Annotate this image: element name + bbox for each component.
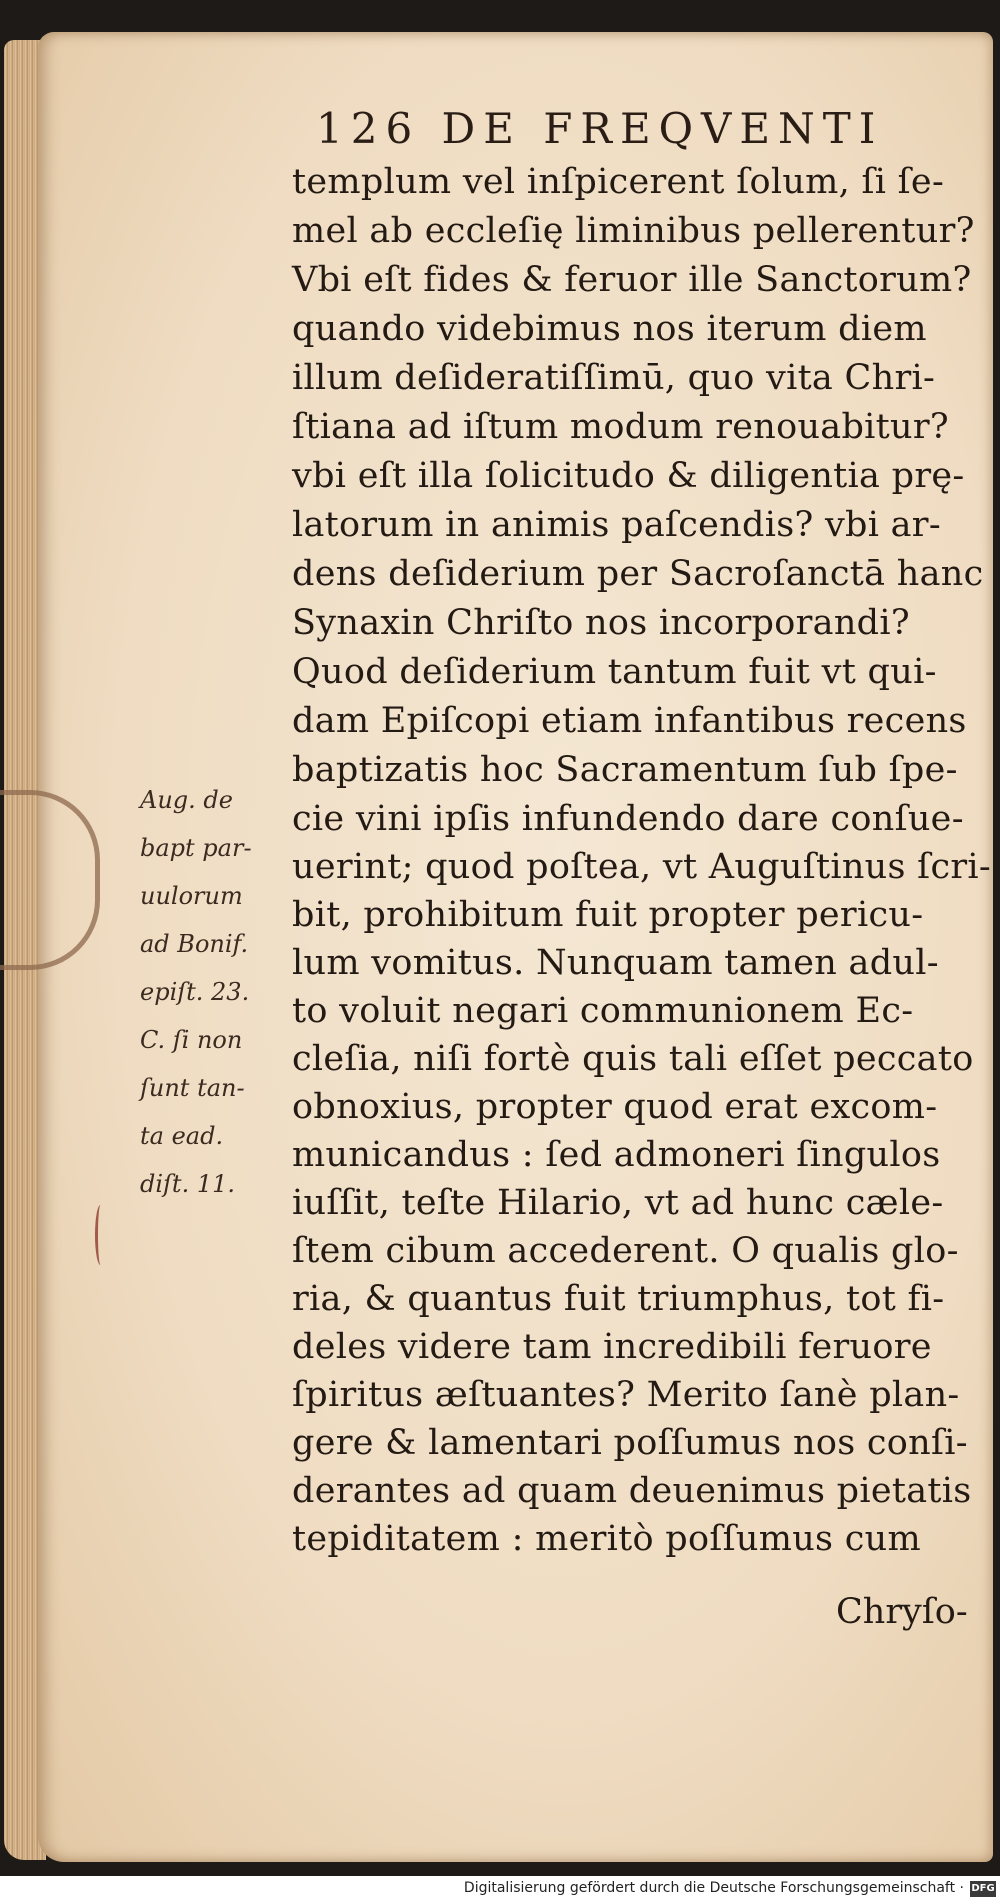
footer-credit: Digitalisierung gefördert durch die Deutsche Forschungsgemeinschaft · xyxy=(463,1880,964,1896)
text-line: cleſia, niſi fortè quis tali eſſet peccato xyxy=(292,1039,974,1079)
catchword: Chryſo- xyxy=(836,1592,968,1632)
text-line: ria, & quantus fuit triumphus, tot fi- xyxy=(292,1279,945,1319)
text-line: Vbi eſt fides & feruor ille Sanctorum? xyxy=(292,260,972,300)
text-line: to voluit negari communionem Ec- xyxy=(292,991,914,1031)
clip-mark xyxy=(0,790,100,970)
text-line: gere & lamentari poſſumus nos conſi- xyxy=(292,1423,968,1463)
text-line: lum vomitus. Nunquam tamen adul- xyxy=(292,943,939,983)
text-line: latorum in animis paſcendis? vbi ar- xyxy=(292,505,941,545)
text-line: ſtem cibum accederent. O qualis glo- xyxy=(292,1231,959,1271)
text-line: vbi eſt illa ſolicitudo & diligentia prę- xyxy=(292,456,965,496)
text-line: baptizatis hoc Sacramentum ſub ſpe- xyxy=(292,750,958,790)
text-line: ſtiana ad iſtum modum renouabitur? xyxy=(292,407,949,447)
text-line: bit, prohibitum fuit propter pericu- xyxy=(292,895,924,935)
text-line: quando videbimus nos iterum diem xyxy=(292,309,927,349)
text-line: dens deſiderium per Sacroſanctā hanc xyxy=(292,554,984,594)
text-line: municandus : ſed admoneri ſingulos xyxy=(292,1135,941,1175)
text-line: deles videre tam incredibili feruore xyxy=(292,1327,932,1367)
marginal-line: Aug. de xyxy=(140,786,233,814)
text-line: Quod deſiderium tantum fuit vt qui- xyxy=(292,652,937,692)
text-line: mel ab eccleſię liminibus pellerentur? xyxy=(292,211,975,251)
marginal-line: bapt par- xyxy=(140,834,252,862)
marginal-line: ſunt tan- xyxy=(140,1074,245,1102)
footer-bar xyxy=(0,1876,1000,1904)
marginal-line: diſt. 11. xyxy=(140,1170,235,1198)
text-line: templum vel inſpicerent ſolum, ſi ſe- xyxy=(292,162,945,202)
marginal-line: ta ead. xyxy=(140,1122,224,1150)
marginal-line: C. ſi non xyxy=(140,1026,243,1054)
running-head: 126 DE FREQVENTI xyxy=(316,104,884,153)
text-line: ſpiritus æſtuantes? Merito ſanè plan- xyxy=(292,1375,960,1415)
text-line: uerint; quod poſtea, vt Auguſtinus ſcri- xyxy=(292,847,991,887)
text-line: tepiditatem : meritò poſſumus cum xyxy=(292,1519,921,1559)
text-line: dam Epiſcopi etiam infantibus recens xyxy=(292,701,967,741)
marginal-line: epiſt. 23. xyxy=(140,978,250,1006)
marginal-line: uulorum xyxy=(140,882,243,910)
text-line: illum deſideratiſſimū, quo vita Chri- xyxy=(292,358,936,398)
text-line: Synaxin Chriſto nos incorporandi? xyxy=(292,603,910,643)
text-line: cie vini ipſis infundendo dare conſue- xyxy=(292,799,964,839)
pencil-mark xyxy=(95,1205,106,1265)
marginal-line: ad Bonif. xyxy=(140,930,249,958)
text-line: derantes ad quam deuenimus pietatis xyxy=(292,1471,972,1511)
body-text xyxy=(292,158,992,1563)
dfg-logo-icon: DFG xyxy=(970,1881,996,1897)
text-line: iuſſit, teſte Hilario, vt ad hunc cæle- xyxy=(292,1183,944,1223)
text-line: obnoxius, propter quod erat excom- xyxy=(292,1087,938,1127)
marginal-note xyxy=(140,776,252,1208)
